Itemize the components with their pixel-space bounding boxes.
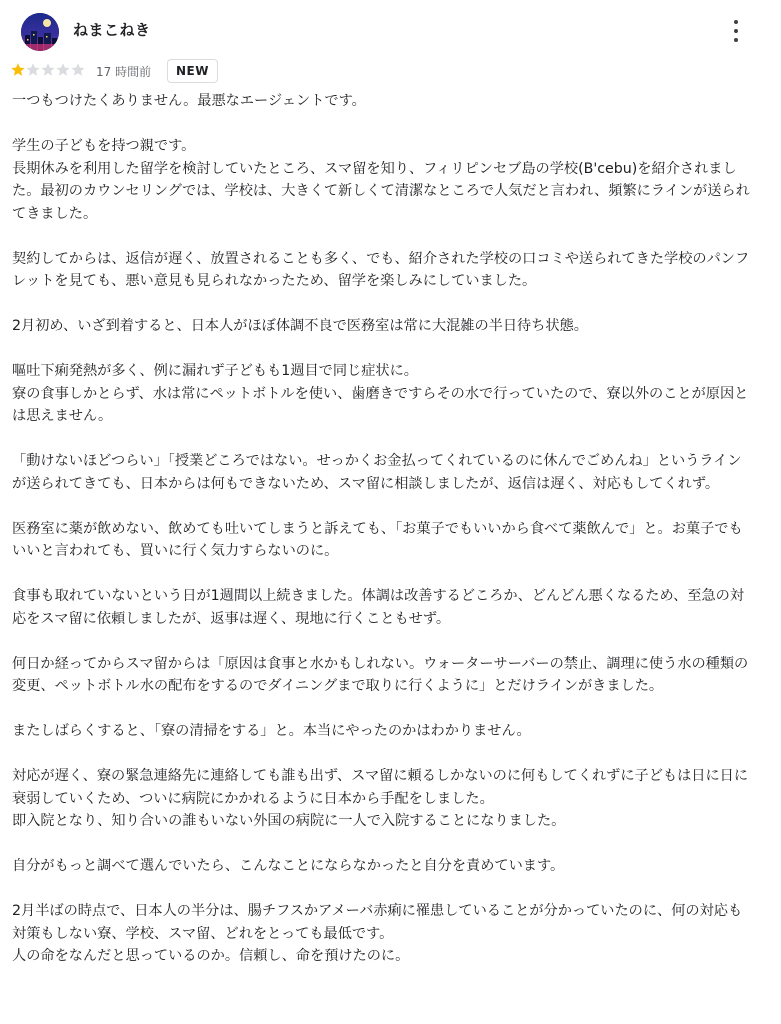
star-empty-icon	[41, 63, 54, 76]
new-badge: NEW	[167, 59, 218, 83]
review-paragraph: 医務室に薬が飲めない、飲めても吐いてしまうと訴えても、「お菓子でもいいから食べて薬飲んで」と。お菓子でもいいと言われても、買いに行く気力すらないのに。	[12, 520, 743, 559]
review-paragraph: 契約してからは、返信が遅く、放置されることも多く、でも、紹介された学校の口コミや送られてきた学校のパンフレットを見ても、悪い意見も見られなかったため、留学を楽しみにしていました。	[12, 250, 750, 289]
review-paragraph: 2月初め、いざ到着すると、日本人がほぼ体調不良で医務室は常に大混雑の半日待ち状態。	[12, 318, 588, 334]
review-paragraph: 学生の子どもを持つ親です。 長期休みを利用した留学を検討していたところ、スマ留を知り、フィリピンセブ島の学校(B'cebu)を紹介されました。最初のカウンセリングでは、学校は、大きくて新しくて清潔なところで人気だと言われ、頻繁にラインが送られてきました。	[12, 138, 750, 222]
star-empty-icon	[56, 63, 69, 76]
review-header	[12, 0, 781, 62]
more-vert-icon	[734, 20, 738, 24]
review-text	[12, 90, 752, 990]
more-options-button[interactable]	[724, 16, 748, 46]
star-empty-icon	[26, 63, 39, 76]
review-paragraph: 2月半ばの時点で、日本人の半分は、腸チフスかアメーバ赤痢に罹患していることが分かっていたのに、何の対応も対策もしない寮、学校、スマ留、どれをとっても最低です。 人の命をなんだと思っているのか。信頼し、命を預けたのに。	[12, 903, 743, 964]
review-paragraph: 食事も取れていないという日が1週間以上続きました。体調は改善するどころか、どんどん悪くなるため、至急の対応をスマ留に依頼しましたが、返事は遅く、現地に行くこともせず。	[12, 588, 745, 627]
review-paragraph: 「動けないほどつらい」「授業どころではない。せっかくお金払ってくれているのに休んでごめんね」というラインが送られてきても、日本からは何もできないため、スマ留に相談しましたが、返信は遅く、対応もしてくれず。	[12, 453, 742, 492]
avatar[interactable]	[21, 13, 59, 51]
review-paragraph: またしばらくすると、「寮の清掃をする」と。本当にやったのかはわかりません。	[12, 723, 531, 739]
star-filled-icon	[11, 63, 24, 76]
review-meta	[10, 59, 710, 83]
review-paragraph: 対応が遅く、寮の緊急連絡先に連絡しても誰も出ず、スマ留に頼るしかないのに何もしてくれずに子どもは日に日に衰弱していくため、ついに病院にかかれるように日本から手配をしました。 即入院となり、知り合いの誰もいない外国の病院に一人で入院することになりました。	[12, 768, 749, 829]
review-paragraph: 一つもつけたくありません。最悪なエージェントです。	[12, 93, 366, 109]
more-vert-icon-dot	[734, 38, 738, 42]
review-time: 17 時間前	[96, 65, 152, 79]
review-paragraph: 自分がもっと調べて選んでいたら、こんなことにならなかったと自分を責めています。	[12, 858, 565, 874]
reviewer-name[interactable]: ねまこねき	[73, 21, 151, 39]
star-rating	[10, 62, 90, 78]
night-city-avatar-icon	[21, 13, 59, 51]
star-empty-icon	[71, 63, 84, 76]
more-vert-icon-dot	[734, 29, 738, 33]
review-paragraph: 嘔吐下痢発熱が多く、例に漏れず子どもも1週目で同じ症状に。 寮の食事しかとらず、水は常にペットボトルを使い、歯磨きですらその水で行っていたので、寮以外のことが原因とは思えません。	[12, 363, 749, 424]
review-paragraph: 何日か経ってからスマ留からは「原因は食事と水かもしれない。ウォーターサーバーの禁止、調理に使う水の種類の変更、ペットボトル水の配布をするのでダイニングまで取りに行くように」とだけラインがきました。	[12, 655, 749, 694]
